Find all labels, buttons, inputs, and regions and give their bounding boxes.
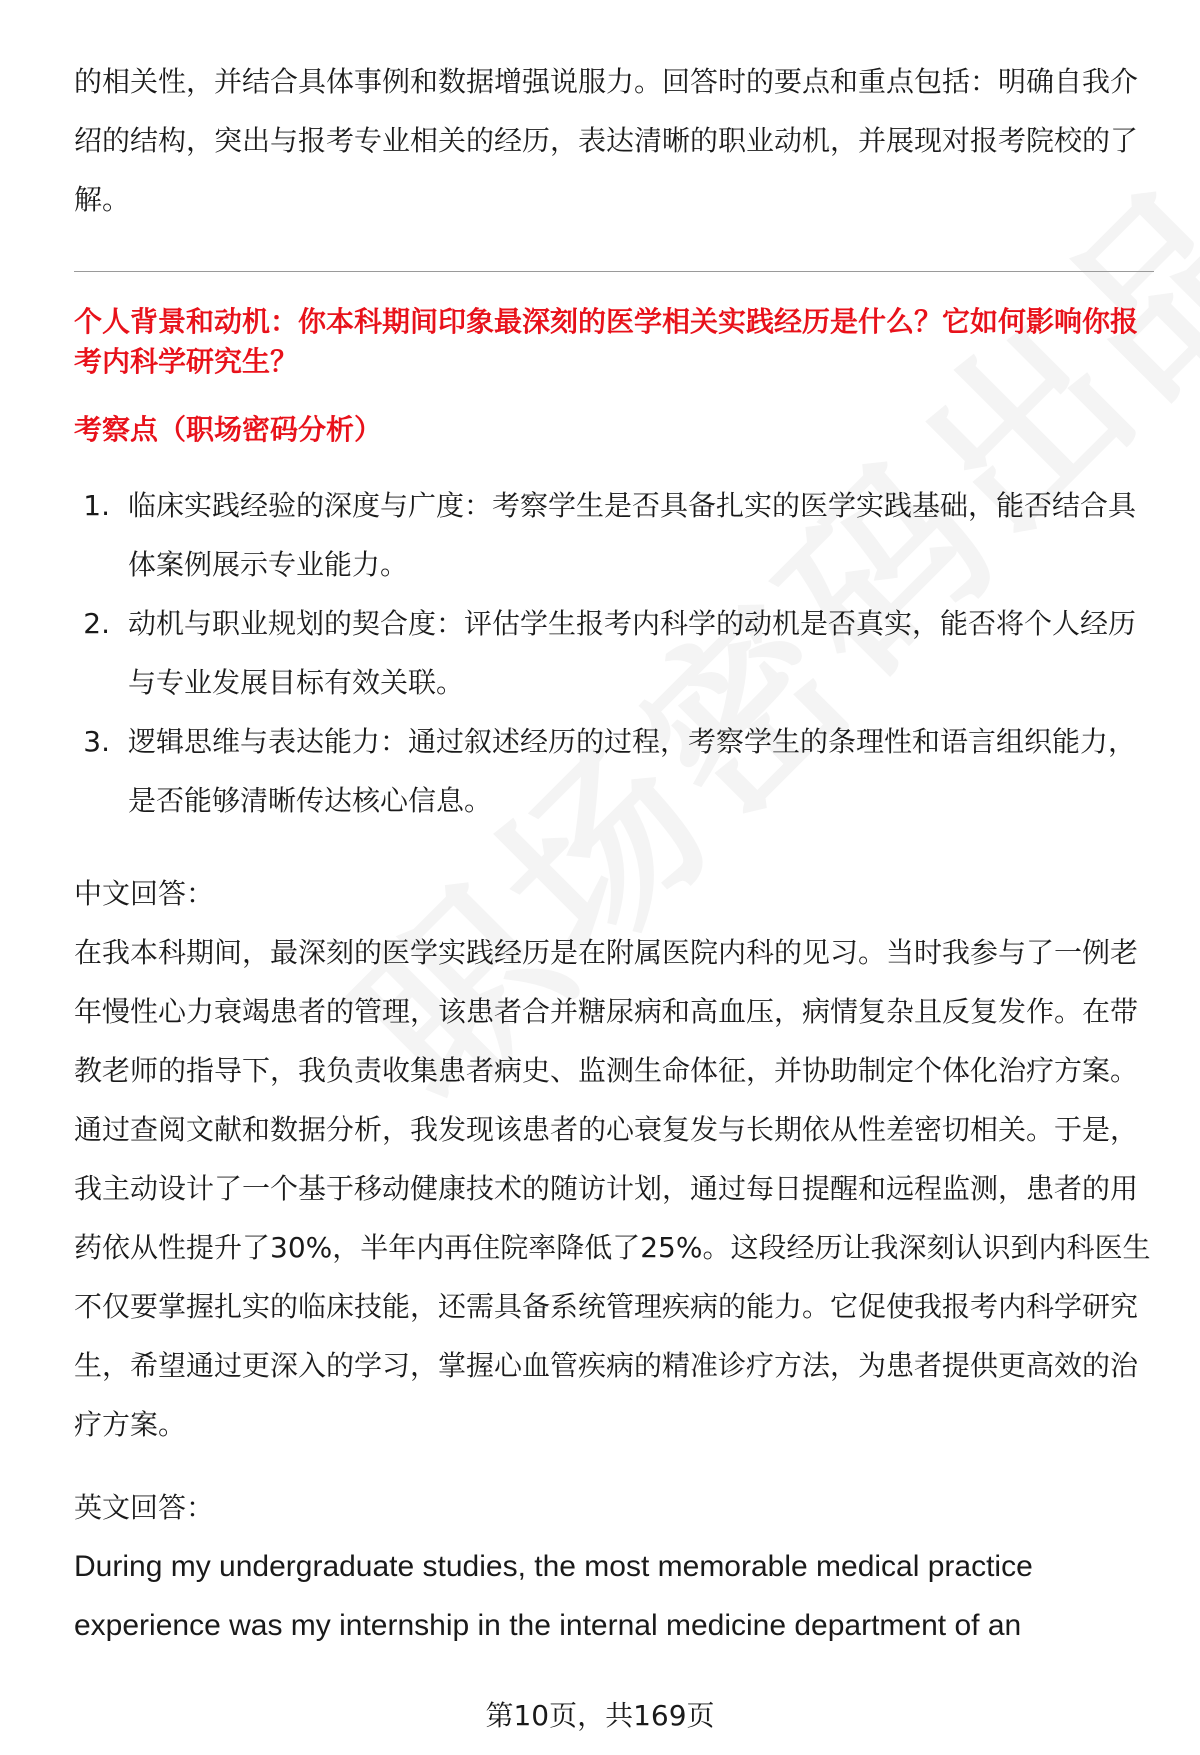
list-number: 1. <box>83 489 110 522</box>
list-number: 3. <box>83 725 110 758</box>
section-divider <box>74 271 1154 272</box>
assessment-list <box>74 476 1154 830</box>
list-item <box>74 712 1154 830</box>
page-content <box>74 52 1154 1655</box>
list-item-text: 临床实践经验的深度与广度：考察学生是否具备扎实的医学实践基础，能否结合具体案例展示专业能力。 <box>128 489 1137 581</box>
chinese-answer: 在我本科期间，最深刻的医学实践经历是在附属医院内科的见习。当时我参与了一例老年慢性心力衰竭患者的管理，该患者合并糖尿病和高血压，病情复杂且反复发作。在带教老师的指导下，我负责收集患者病史、监测生命体征，并协助制定个体化治疗方案。通过查阅文献和数据分析，我发现该患者的心衰复发与长期依从性差密切相关。于是，我主动设计了一个基于移动健康技术的随访计划，通过每日提醒和远程监测，患者的用药依从性提升了30%，半年内再住院率降低了25%。这段经历让我深刻认识到内科医生不仅要掌握扎实的临床技能，还需具备系统管理疾病的能力。它促使我报考内科学研究生，希望通过更深入的学习，掌握心血管疾病的精准诊疗方法，为患者提供更高效的治疗方案。 <box>74 936 1151 1441</box>
english-answer-label: 英文回答： <box>74 1491 215 1524</box>
list-item <box>74 476 1154 594</box>
chinese-answer-label: 中文回答： <box>74 877 215 910</box>
page-footer: 第10页，共169页 <box>485 1699 715 1732</box>
english-answer: During my undergraduate studies, the most memorable medical practice experience was my internship in the internal medicine department of an <box>74 1550 1033 1642</box>
question-title: 个人背景和动机：你本科期间印象最深刻的医学相关实践经历是什么？它如何影响你报考内科学研究生？ <box>74 305 1139 378</box>
list-item-text: 逻辑思维与表达能力：通过叙述经历的过程，考察学生的条理性和语言组织能力，是否能够清晰传达核心信息。 <box>128 725 1137 817</box>
list-item <box>74 594 1154 712</box>
intro-paragraph: 的相关性，并结合具体事例和数据增强说服力。回答时的要点和重点包括：明确自我介绍的结构，突出与报考专业相关的经历，表达清晰的职业动机，并展现对报考院校的了解。 <box>74 65 1139 216</box>
list-number: 2. <box>83 607 110 640</box>
assessment-heading: 考察点（职场密码分析） <box>74 413 383 446</box>
list-item-text: 动机与职业规划的契合度：评估学生报考内科学的动机是否真实，能否将个人经历与专业发展目标有效关联。 <box>128 607 1137 699</box>
